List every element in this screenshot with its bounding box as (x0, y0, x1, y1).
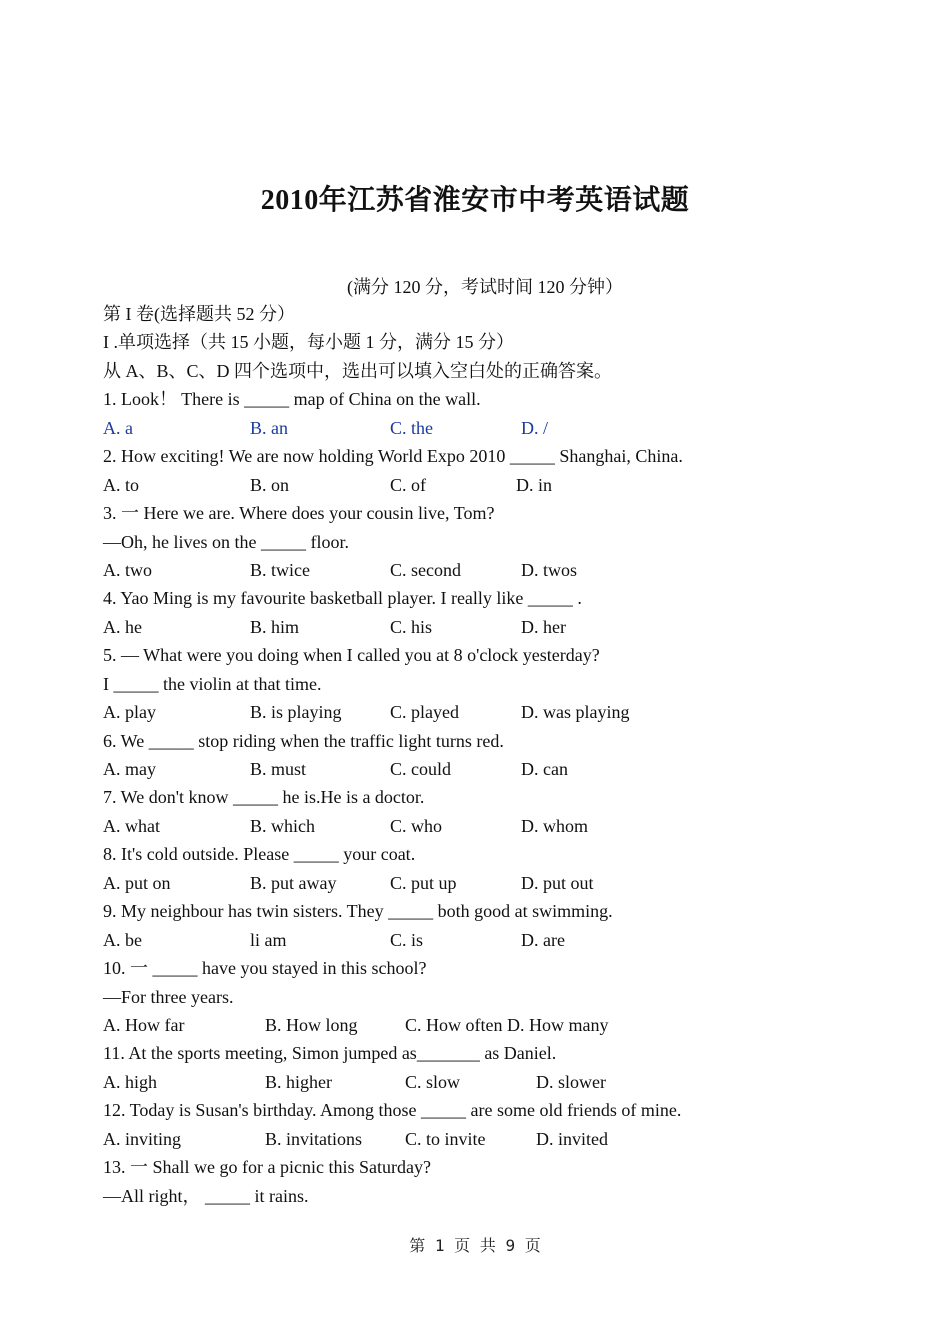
question-line: —For three years. (103, 986, 234, 1007)
options-line (103, 812, 903, 840)
question-list (103, 385, 903, 1210)
option-b: B. twice (250, 559, 310, 580)
option-a: A. a (103, 417, 133, 438)
options-line (103, 755, 903, 783)
options-line (103, 1125, 903, 1153)
options-line (103, 556, 903, 584)
option-d: D. / (521, 417, 548, 438)
exam-content (103, 300, 903, 1210)
question-line: —Oh, he lives on the _____ floor. (103, 531, 349, 552)
option-a: A. he (103, 616, 142, 637)
option-a: A. high (103, 1071, 157, 1092)
question-line: 13. 一 Shall we go for a picnic this Saturday? (103, 1157, 431, 1178)
options-line (103, 1011, 903, 1039)
option-b: B. on (250, 474, 290, 495)
question-line: 12. Today is Susan's birthday. Among those _____ are some old friends of mine. (103, 1100, 682, 1121)
question-line: —All right， _____ it rains. (103, 1185, 309, 1206)
option-d: D. in (516, 474, 552, 495)
option-a: A. How far (103, 1014, 185, 1035)
option-d: D. her (521, 616, 566, 637)
option-c: C. his (390, 616, 433, 637)
option-b: B. is playing (250, 702, 342, 723)
option-d: D. was playing (521, 702, 630, 723)
option-d: D. are (521, 929, 565, 950)
question-line: 8. It's cold outside. Please _____ your coat. (103, 844, 416, 865)
option-c: C. who (390, 815, 443, 836)
options-line (103, 1068, 903, 1096)
options-line (103, 471, 903, 499)
option-a: A. put on (103, 872, 171, 893)
option-d: D. can (521, 759, 568, 779)
option-b: B. which (250, 815, 315, 836)
instruction: 从 A、B、C、D 四个选项中，选出可以填入空白处的正确答案。 (103, 360, 613, 381)
section-header: 第 I 卷(选择题共 52 分） (103, 304, 295, 324)
question-line: I _____ the violin at that time. (103, 673, 322, 694)
option-c: C. played (390, 702, 459, 723)
option-c: C. to invite (405, 1128, 486, 1149)
page-title: 2010年江苏省淮安市中考英语试题 (260, 185, 690, 216)
question-line: 7. We don't know _____ he is.He is a doctor. (103, 787, 425, 808)
option-b: B. invitations (265, 1128, 363, 1149)
option-a: A. be (103, 929, 142, 950)
option-d: D. invited (536, 1128, 608, 1149)
question-line: 10. 一 _____ have you stayed in this school? (103, 958, 427, 979)
option-c: C. slow (405, 1071, 461, 1092)
option-a: A. two (103, 559, 152, 580)
option-a: A. inviting (103, 1128, 182, 1149)
option-b: B. How long (265, 1014, 358, 1035)
option-c: C. could (390, 759, 451, 779)
option-c: C. put up (390, 872, 457, 893)
options-line (103, 698, 903, 726)
option-b: B. put away (250, 872, 337, 893)
part-header: I .单项选择（共 15 小题，每小题 1 分，满分 15 分） (103, 332, 514, 353)
options-line (103, 926, 903, 954)
option-a: A. what (103, 815, 160, 836)
option-b: li am (250, 929, 287, 950)
option-a: A. to (103, 474, 139, 495)
option-d: D. slower (536, 1071, 606, 1092)
option-c: C. second (390, 559, 461, 580)
option-c: C. the (390, 417, 433, 438)
option-b: B. must (250, 759, 307, 779)
option-c: C. of (390, 474, 426, 495)
question-line: 6. We _____ stop riding when the traffic light turns red. (103, 730, 504, 751)
option-d: D. twos (521, 559, 578, 580)
options-line (103, 414, 555, 442)
page-footer: 第 1 页 共 9 页 (409, 1236, 541, 1255)
option-b: B. him (250, 616, 300, 637)
question-line: 5. — What were you doing when I called you at 8 o'clock yesterday? (103, 645, 600, 666)
question-line: 1. Look！ There is _____ map of China on the wall. (103, 389, 481, 410)
question-line: 11. At the sports meeting, Simon jumped as_______ as Daniel. (103, 1043, 557, 1064)
option-a: A. play (103, 702, 156, 723)
exam-subtitle: (满分 120 分，考试时间 120 分钟） (347, 277, 623, 297)
option-a: A. may (103, 759, 156, 779)
option-d: D. whom (521, 815, 588, 836)
question-line: 9. My neighbour has twin sisters. They _____ both good at swimming. (103, 901, 613, 922)
question-line: 4. Yao Ming is my favourite basketball player. I really like _____ . (103, 588, 582, 609)
option-b: B. an (250, 417, 288, 438)
option-c: C. How often D. How many (405, 1014, 609, 1035)
option-b: B. higher (265, 1071, 332, 1092)
options-line (103, 613, 903, 641)
question-line: 2. How exciting! We are now holding World Expo 2010 _____ Shanghai, China. (103, 446, 683, 467)
question-line: 3. 一 Here we are. Where does your cousin live, Tom? (103, 503, 495, 524)
option-d: D. put out (521, 872, 594, 893)
option-c: C. is (390, 929, 424, 950)
options-line (103, 869, 903, 897)
